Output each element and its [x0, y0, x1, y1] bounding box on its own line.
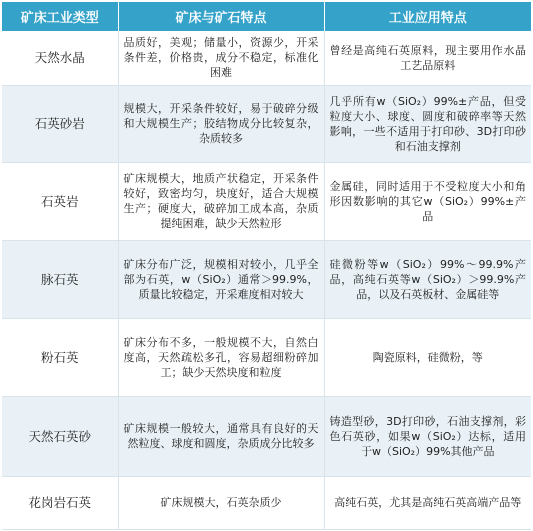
table-row [2, 476, 531, 529]
deposit-features-cell: 矿床规模大，石英杂质少 [118, 476, 324, 529]
deposit-type-cell: 粉石英 [2, 318, 118, 396]
table-row [2, 85, 531, 162]
application-cell: 铸造型砂，3D打印砂，石油支撑剂，彩色石英砂，如果w（SiO₂）达标，适用于w（SiO₂）99%其他产品 [324, 396, 531, 476]
deposit-types-table [2, 2, 531, 530]
application-cell: 金属硅，同时适用于不受粒度大小和角形因数影响的其它w（SiO₂）99%±产品 [324, 162, 531, 240]
deposit-type-cell: 石英岩 [2, 162, 118, 240]
deposit-features-cell: 矿床规模一般较大，通常具有良好的天然粒度、球度和圆度，杂质成分比较多 [118, 396, 324, 476]
deposit-features-cell: 矿床规模大，地质产状稳定，开采条件较好，致密均匀，块度好，适合大规模生产；硬度大，破碎加工成本高，杂质提纯困难，缺少天然粒形 [118, 162, 324, 240]
deposit-type-cell: 脉石英 [2, 240, 118, 318]
deposit-type-cell: 天然水晶 [2, 31, 118, 85]
application-cell: 陶瓷原料，硅微粉，等 [324, 318, 531, 396]
application-cell: 曾经是高纯石英原料，现主要用作水晶工艺品原料 [324, 31, 531, 85]
application-cell: 硅微粉等w（SiO₂）99%～99.9%产品，高纯石英等w（SiO₂）＞99.9%产品，以及石英板材、金属硅等 [324, 240, 531, 318]
deposit-features-cell: 规模大，开采条件较好，易于破碎分级和大规模生产；胶结物成分比较复杂，杂质较多 [118, 85, 324, 162]
table-row [2, 318, 531, 396]
header-deposit-features: 矿床与矿石特点 [118, 2, 324, 31]
deposit-features-cell: 品质好，美观；储量小，资源少，开采条件差，价格贵，成分不稳定，标准化困难 [118, 31, 324, 85]
table-row [2, 240, 531, 318]
application-cell: 几乎所有w（SiO₂）99%±产品，但受粒度大小、球度、圆度和破碎率等天然影响，一些不适用于打印砂、3D打印砂和石油支撑剂 [324, 85, 531, 162]
deposit-features-cell: 矿床分布不多，一般规模不大，自然白度高，天然疏松多孔，容易超细粉碎加工；缺少天然块度和粒度 [118, 318, 324, 396]
table-row [2, 31, 531, 85]
header-industrial-application: 工业应用特点 [324, 2, 531, 31]
deposit-type-cell: 天然石英砂 [2, 396, 118, 476]
table-row [2, 162, 531, 240]
header-deposit-type: 矿床工业类型 [2, 2, 118, 31]
table-header-row [2, 2, 531, 31]
deposit-type-cell: 花岗岩石英 [2, 476, 118, 529]
application-cell: 高纯石英，尤其是高纯石英高端产品等 [324, 476, 531, 529]
deposit-features-cell: 矿床分布广泛，规模相对较小，几乎全部为石英，w（SiO₂）通常＞99.9%，质量比较稳定，开采难度相对较大 [118, 240, 324, 318]
table-row [2, 396, 531, 476]
deposit-type-cell: 石英砂岩 [2, 85, 118, 162]
